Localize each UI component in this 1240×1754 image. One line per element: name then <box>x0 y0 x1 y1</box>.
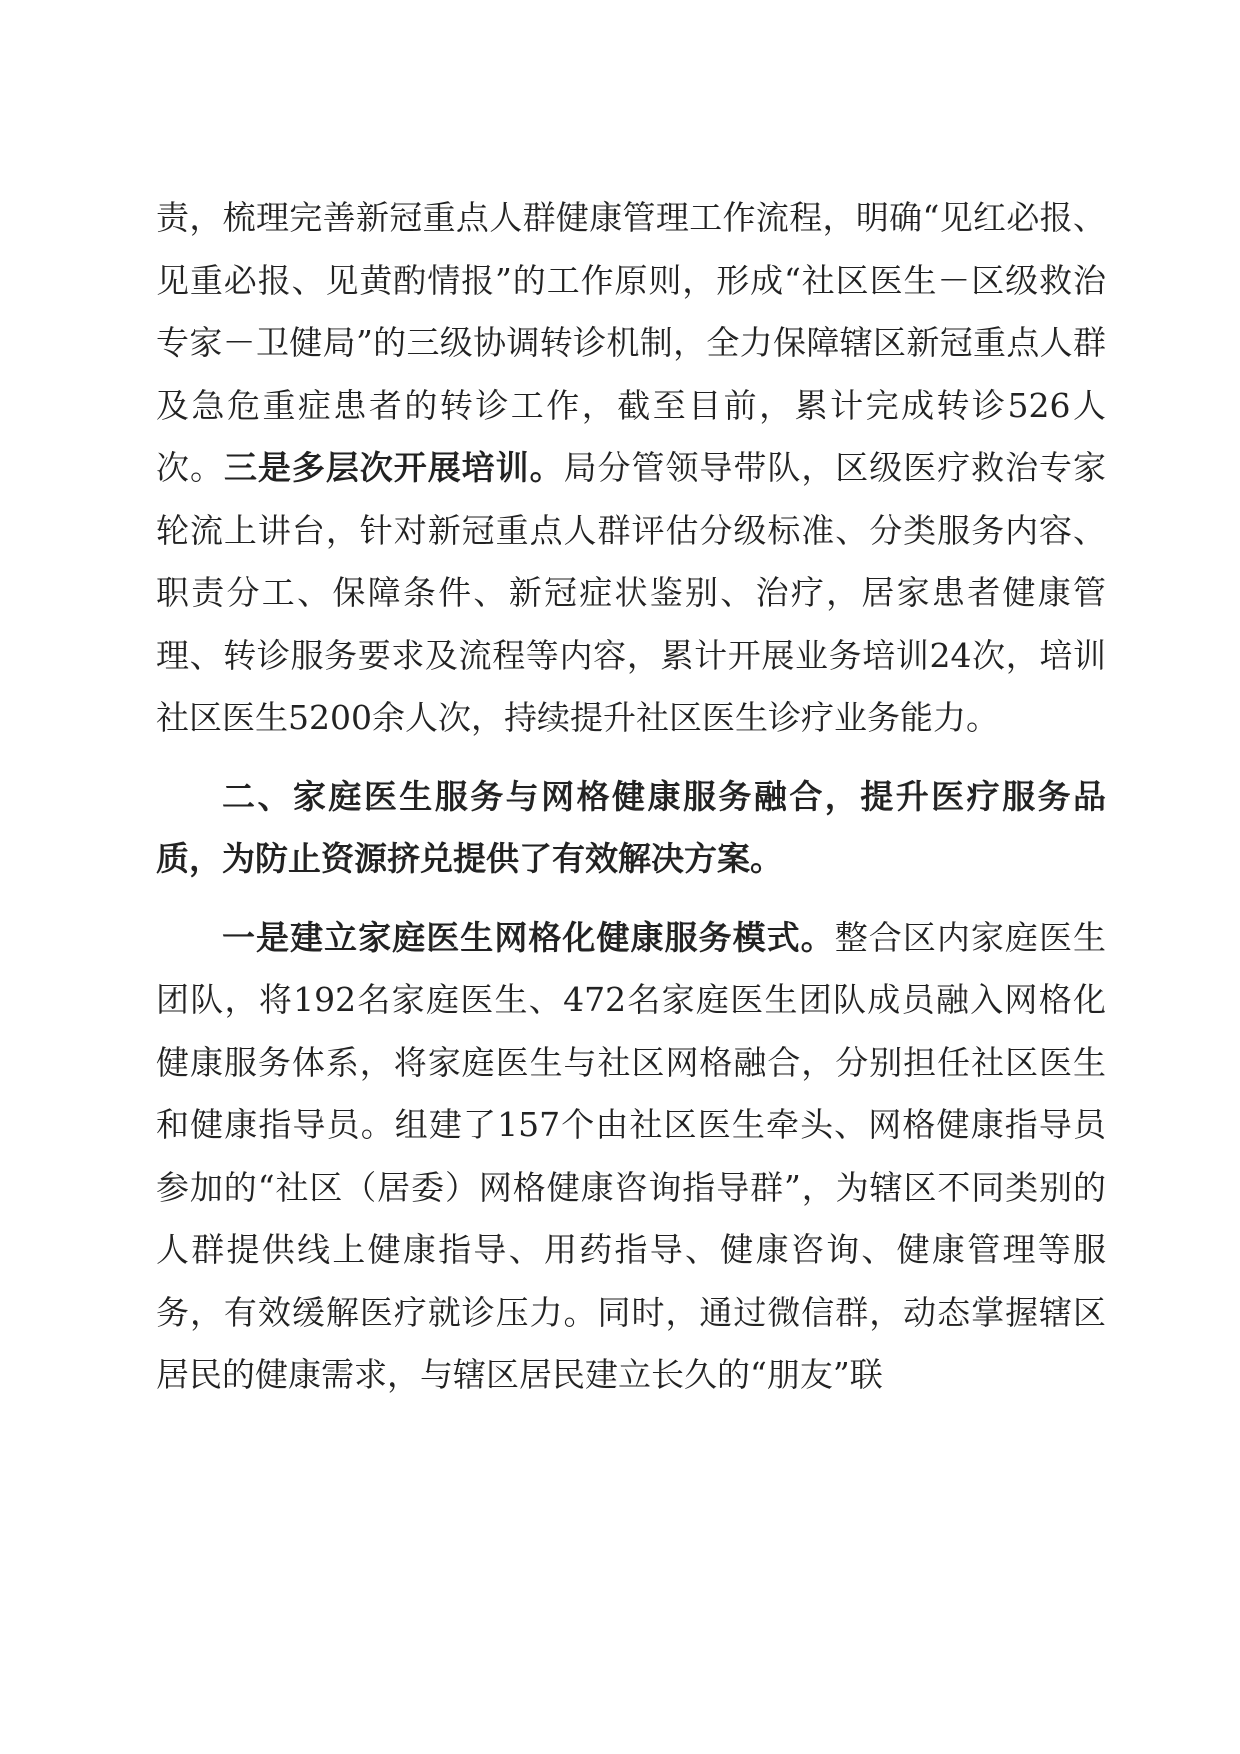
document-body <box>156 187 1106 1407</box>
section-heading: 二、家庭医生服务与网格健康服务融合，提升医疗服务品质，为防止资源挤兑提供了有效解决方案。 <box>156 776 1106 878</box>
paragraph-text: 局分管领导带队，区级医疗救治专家轮流上讲台，针对新冠重点人群评估分级标准、分类服务内容、职责分工、保障条件、新冠症状鉴别、治疗，居家患者健康管理、转诊服务要求及流程等内容，累计开展业务培训24次，培训社区医生5200余人次，持续提升社区医生诊疗业务能力。 <box>156 448 1107 737</box>
paragraph-text: 责，梳理完善新冠重点人群健康管理工作流程，明确“见红必报、见重必报、见黄酌情报”的工作原则，形成“社区医生－区级救治专家－卫健局”的三级协调转诊机制，全力保障辖区新冠重点人群及急危重症患者的转诊工作，截至目前，累计完成转诊526人次。 <box>156 198 1106 487</box>
paragraph <box>156 907 1106 1407</box>
bold-subheading: 一是建立家庭医生网格化健康服务模式。 <box>222 917 835 957</box>
paragraph-text: 整合区内家庭医生团队，将192名家庭医生、472名家庭医生团队成员融入网格化健康服务体系，将家庭医生与社区网格融合，分别担任社区医生和健康指导员。组建了157个由社区医生牵头、网格健康指导员参加的“社区（居委）网格健康咨询指导群”，为辖区不同类别的人群提供线上健康指导、用药指导、健康咨询、健康管理等服务，有效缓解医疗就诊压力。同时，通过微信群，动态掌握辖区居民的健康需求，与辖区居民建立长久的“朋友”联 <box>156 917 1107 1394</box>
bold-subheading: 三是多层次开展培训。 <box>223 448 564 487</box>
paragraph-continued <box>156 187 1106 750</box>
